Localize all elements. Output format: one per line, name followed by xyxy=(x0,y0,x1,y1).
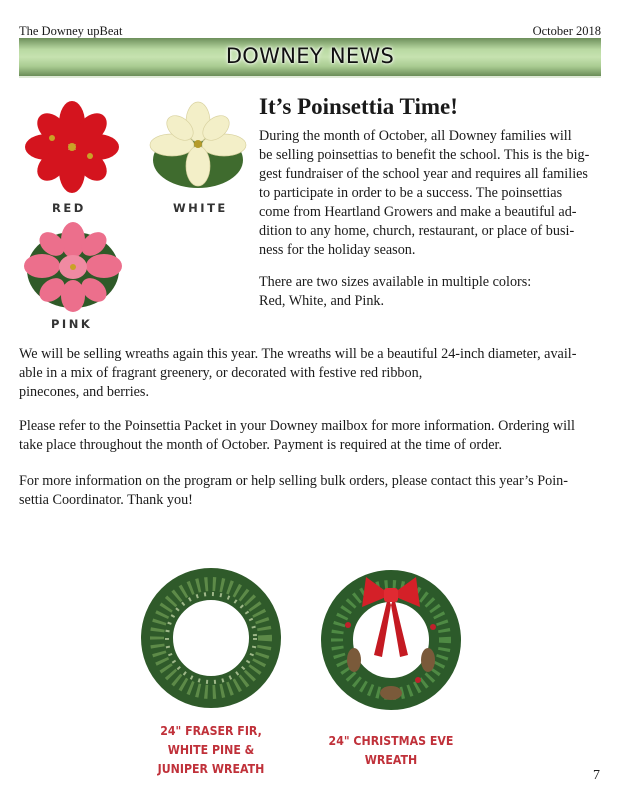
christmas-eve-wreath-image xyxy=(318,565,464,711)
red-label: RED xyxy=(52,201,86,215)
packet-line: take place throughout the month of October. Payment is required at the time of order. xyxy=(19,437,503,453)
pink-label: PINK xyxy=(51,317,93,331)
wreath-label-line: 24" CHRISTMAS EVE xyxy=(328,733,454,748)
section-title: DOWNEY NEWS xyxy=(225,44,395,68)
contact-line: settia Coordinator. Thank you! xyxy=(19,492,193,508)
issue-date: October 2018 xyxy=(532,24,601,38)
red-poinsettia-image xyxy=(22,98,122,196)
white-poinsettia-image xyxy=(146,100,250,192)
article-title: It’s Poinsettia Time! xyxy=(259,94,458,119)
intro-line: to participate in order to be a success. The poinsettias xyxy=(259,185,563,201)
intro-line: be selling poinsettias to benefit the school. This is the big- xyxy=(259,147,590,163)
wreath-label-line: WHITE PINE & xyxy=(167,742,255,757)
wreath-label-line: WREATH xyxy=(364,752,418,767)
wreath-line: able in a mix of fragrant greenery, or decorated with festive red ribbon, xyxy=(19,365,423,381)
contact-line: For more information on the program or help selling bulk orders, please contact this year’s Poin- xyxy=(19,473,568,489)
white-label: WHITE xyxy=(173,201,228,215)
page-number: 7 xyxy=(593,768,600,783)
wreath-label-line: JUNIPER WREATH xyxy=(157,761,265,776)
section-banner xyxy=(19,38,601,78)
packet-line: Please refer to the Poinsettia Packet in your Downey mailbox for more information. Ordering will xyxy=(19,418,575,434)
wreath-line: pinecones, and berries. xyxy=(19,384,150,400)
sizes-line: Red, White, and Pink. xyxy=(259,293,385,309)
intro-line: come from Heartland Growers and make a beautiful ad- xyxy=(259,204,577,220)
publication-name: The Downey upBeat xyxy=(19,24,123,38)
wreath-label-line: 24" FRASER FIR, xyxy=(160,723,262,738)
intro-line: During the month of October, all Downey families will xyxy=(259,128,572,144)
fraser-fir-wreath-image xyxy=(138,565,284,711)
wreath-line: We will be selling wreaths again this year. The wreaths will be a beautiful 24-inch diameter, avail- xyxy=(19,346,577,362)
intro-line: dition to any home, church, restaurant, or place of busi- xyxy=(259,223,575,239)
intro-line: gest fundraiser of the school year and requires all families xyxy=(259,166,588,182)
sizes-line: There are two sizes available in multiple colors: xyxy=(259,274,532,290)
intro-line: ness for the holiday season. xyxy=(259,242,416,258)
pink-poinsettia-image xyxy=(22,220,124,312)
